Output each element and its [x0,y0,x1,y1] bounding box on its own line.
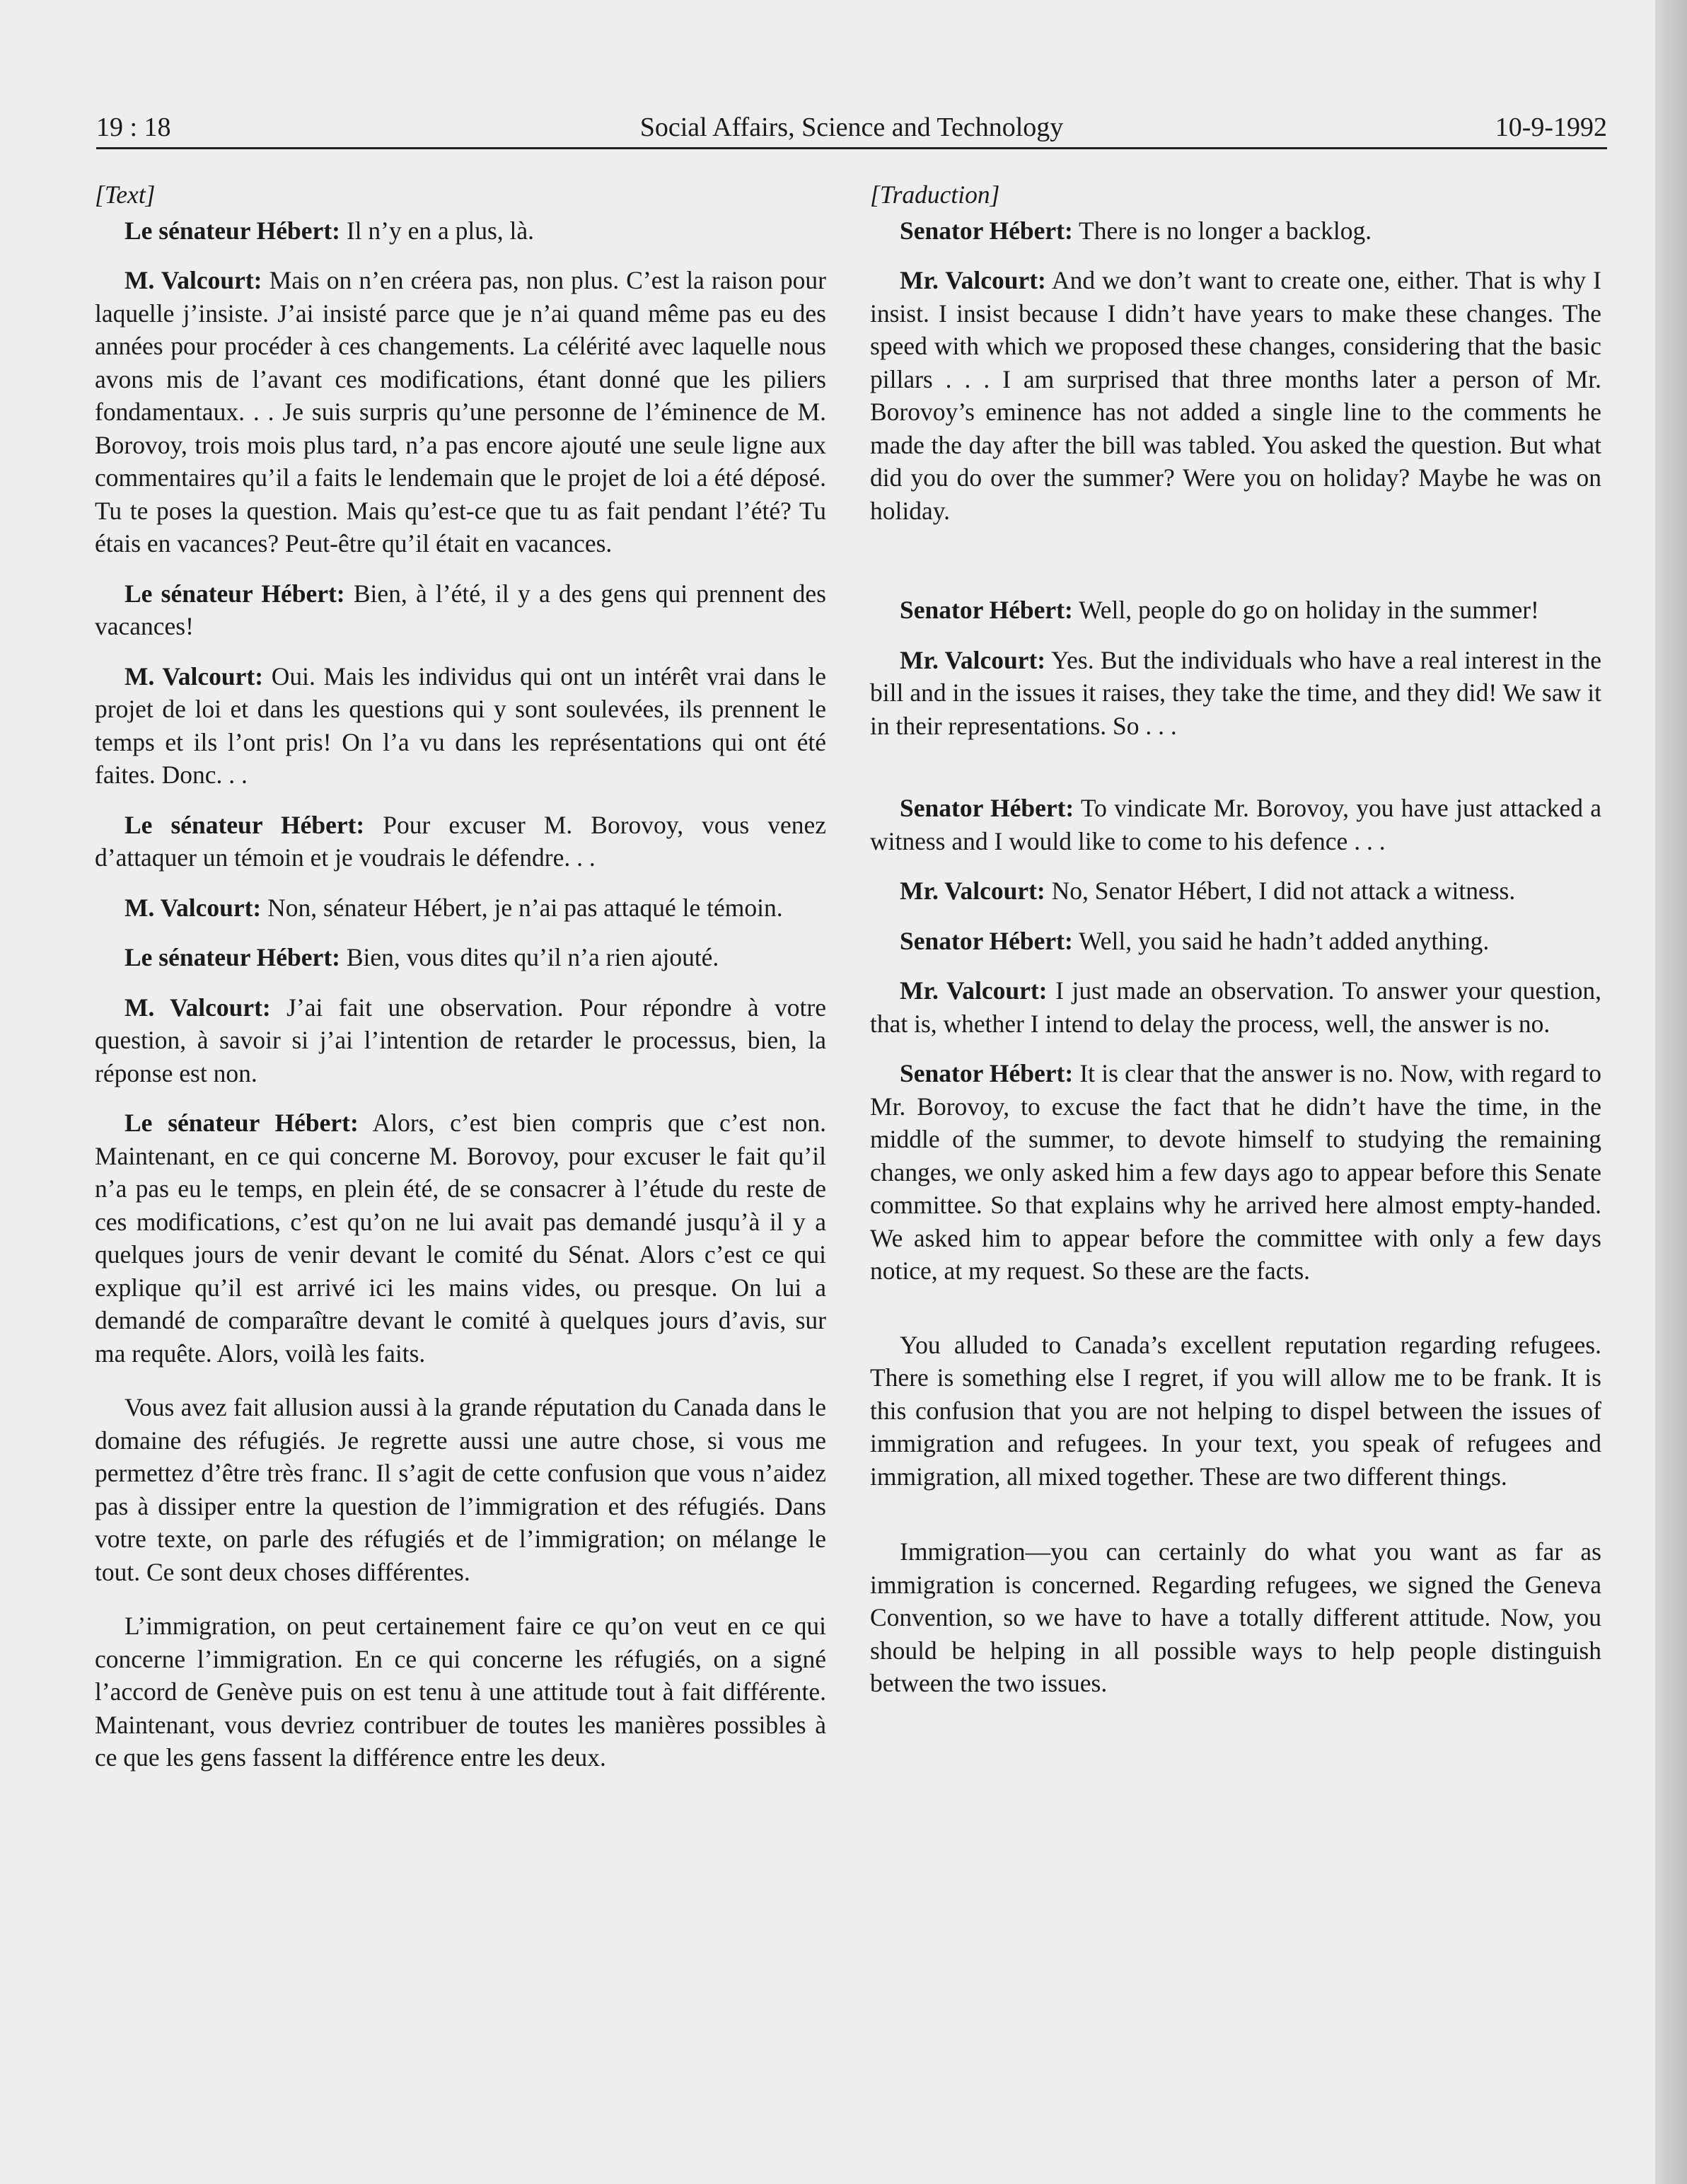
paragraph [95,660,826,792]
paragraph [95,264,826,560]
speaker-name: Le sénateur Hébert: [124,579,345,608]
speaker-name: Mr. Valcourt: [900,877,1045,905]
paragraph [870,974,1601,1040]
paragraph [870,874,1601,908]
paragraph-text: Non, sénateur Hébert, je n’ai pas attaqué le témoin. [261,893,783,922]
paragraph-text: Oui. Mais les individus qui ont un intérêt vrai dans le projet de loi et dans les questions qui y sont soulevées, ils prennent le temps et ils l’ont pris! On l’a vu dans les représentations qui ont été faites. Donc. . . [95,661,826,789]
paragraph [95,891,826,925]
paragraph [870,214,1601,248]
paragraph [95,991,826,1090]
paragraph [870,594,1601,627]
speaker-name: Senator Hébert: [900,596,1073,624]
paragraph-text: Mais on n’en créera pas, non plus. C’est la raison pour laquelle j’insiste. J’ai insisté parce que je n’ai quand même pas eu des années pour procéder à ces changements. La célérité avec laquelle nous avons mis de l’avant ces modifications, étant donné que les piliers fondamentaux. . . Je suis surpris qu’une personne de l’éminence de M. Borovoy, trois mois plus tard, n’a pas encore ajouté une seule ligne aux commentaires qu’il a faits le lendemain que le projet de loi a été déposé. Tu te poses la question. Mais qu’est-ce que tu as fait pendant l’été? Tu étais en vacances? Peut-être qu’il était en vacances. [95,266,826,557]
paragraph [95,577,826,643]
paragraph-text: Yes. But the individuals who have a real interest in the bill and in the issues it raises, they take the time, and they did! We saw it in their representations. So . . . [870,645,1601,740]
page-number: 19 : 18 [96,112,171,142]
running-title: Social Affairs, Science and Technology [639,112,1064,142]
header-date: 10-9-1992 [1495,112,1607,142]
speaker-name: Mr. Valcourt: [900,645,1046,674]
paragraph-text: There is no longer a backlog. [1072,216,1372,245]
speaker-name: Le sénateur Hébert: [124,1109,359,1137]
paragraph [95,214,826,248]
paragraph-text: Il n’y en a plus, là. [340,216,535,245]
paragraph [95,1107,826,1370]
speaker-name: M. Valcourt: [124,266,262,294]
paragraph-text: It is clear that the answer is no. Now, with regard to Mr. Borovoy, to excuse the fact that he didn’t have the time, in the middle of the summer, to devote himself to studying the remaining changes, we only asked him a few days ago to appear before this Senate committee. So that explains why he arrived here almost empty-handed. We asked him to appear before the committee with only a few days notice, at my request. So these are the facts. [870,1059,1601,1285]
paragraph [870,1057,1601,1288]
page-header [96,113,1607,149]
paragraph [870,264,1601,527]
speaker-name: M. Valcourt: [124,661,264,691]
speaker-name: Senator Hébert: [900,926,1073,955]
paragraph [870,644,1601,743]
speaker-name: Le sénateur Hébert: [124,810,365,839]
english-column [870,178,1601,1717]
paragraph [870,1535,1601,1700]
speaker-name: Mr. Valcourt: [900,976,1048,1005]
speaker-name: Senator Hébert: [900,1059,1074,1087]
paragraph [870,792,1601,857]
speaker-name: M. Valcourt: [124,993,271,1022]
paragraph [95,1391,826,1588]
speaker-name: M. Valcourt: [124,893,262,922]
speaker-name: Mr. Valcourt: [900,266,1046,294]
paragraph-text: Bien, vous dites qu’il n’a rien ajouté. [340,943,719,971]
paragraph-text: Well, you said he hadn’t added anything. [1072,926,1490,955]
speaker-name: Senator Hébert: [900,794,1074,822]
speaker-name: Le sénateur Hébert: [124,943,340,971]
paragraph [95,941,826,974]
paragraph-text: J’ai fait une observation. Pour répondre à votre question, à savoir si j’ai l’intention de retarder le processus, bien, la réponse est non. [95,993,826,1087]
paragraph [95,809,826,874]
paragraph-text: You alluded to Canada’s excellent reputation regarding refugees. There is something else I regret, if you will allow me to be frank. It is this confusion that you are not helping to dispel between the issues of immigration and refugees. In your text, you speak of refugees and immigration, all mixed together. These are two different things. [870,1330,1601,1491]
page-edge-shadow [1655,0,1687,2184]
speaker-name: Le sénateur Hébert: [124,216,340,245]
speaker-name: Senator Hébert: [900,216,1073,245]
paragraph-text: Alors, c’est bien compris que c’est non. Maintenant, en ce qui concerne M. Borovoy, pour excuser le fait qu’il n’a pas eu le temps, en plein été, de se consacrer à l’étude du reste de ces modifications, c’est qu’on ne lui avait pas demandé jusqu’à il y a quelques jours de venir devant le comité du Sénat. Alors c’est ce qui explique qu’il est arrivé ici les mains vides, ou presque. On lui a demandé de comparaître devant le comité à quelques jours d’avis, sur ma requête. Alors, voilà les faits. [95,1109,826,1368]
column-label-traduction: [Traduction] [870,180,1000,209]
paragraph-text: Bien, à l’été, il y a des gens qui prennent des vacances! [95,579,826,640]
column-label-text: [Text] [95,180,156,209]
paragraph-text: Well, people do go on holiday in the summer! [1072,596,1539,624]
paragraph [870,925,1601,958]
paragraph-text: I just made an observation. To answer your question, that is, whether I intend to delay the process, well, the answer is no. [870,976,1601,1038]
french-column [95,178,826,1791]
paragraph-text: No, Senator Hébert, I did not attack a witness. [1045,877,1516,905]
paragraph-text: Vous avez fait allusion aussi à la grande réputation du Canada dans le domaine des réfugiés. Je regrette aussi une autre chose, si vous me permettez d’être très franc. Il s’agit de cette confusion que vous n’aidez pas à dissiper entre la question de l’immigration et des réfugiés. Dans votre texte, on parle des réfugiés et de l’immigration; on mélange le tout. Ce sont deux choses différentes. [95,1393,826,1586]
paragraph-text: L’immigration, on peut certainement faire ce qu’on veut en ce qui concerne l’immigration. En ce qui concerne les réfugiés, on a signé l’accord de Genève puis on est tenu à une attitude tout à fait différente. Maintenant, vous devriez contribuer de toutes les manières possibles à ce que les gens fassent la différence entre les deux. [95,1612,826,1772]
paragraph-text: Immigration—you can certainly do what you want as far as immigration is concerned. Regarding refugees, we signed the Geneva Convention, so we have to have a totally different attitude. Now, you should be helping in all possible ways to help people distinguish between the two issues. [870,1537,1601,1697]
paragraph-text: And we don’t want to create one, either. That is why I insist. I insist because I didn’t have years to make these changes. The speed with which we proposed these changes, considering that the basic pillars . . . I am surprised that three months later a person of Mr. Borovoy’s eminence has not added a single line to the comments he made the day after the bill was tabled. You asked the question. But what did you do over the summer? Were you on holiday? Maybe he was on holiday. [870,266,1601,525]
paragraph-text: To vindicate Mr. Borovoy, you have just attacked a witness and I would like to come to his defence . . . [870,794,1601,855]
paragraph [870,1329,1601,1493]
paragraph-text: Pour excuser M. Borovoy, vous venez d’attaquer un témoin et je voudrais le défendre. . . [95,810,826,872]
paragraph [95,1610,826,1774]
